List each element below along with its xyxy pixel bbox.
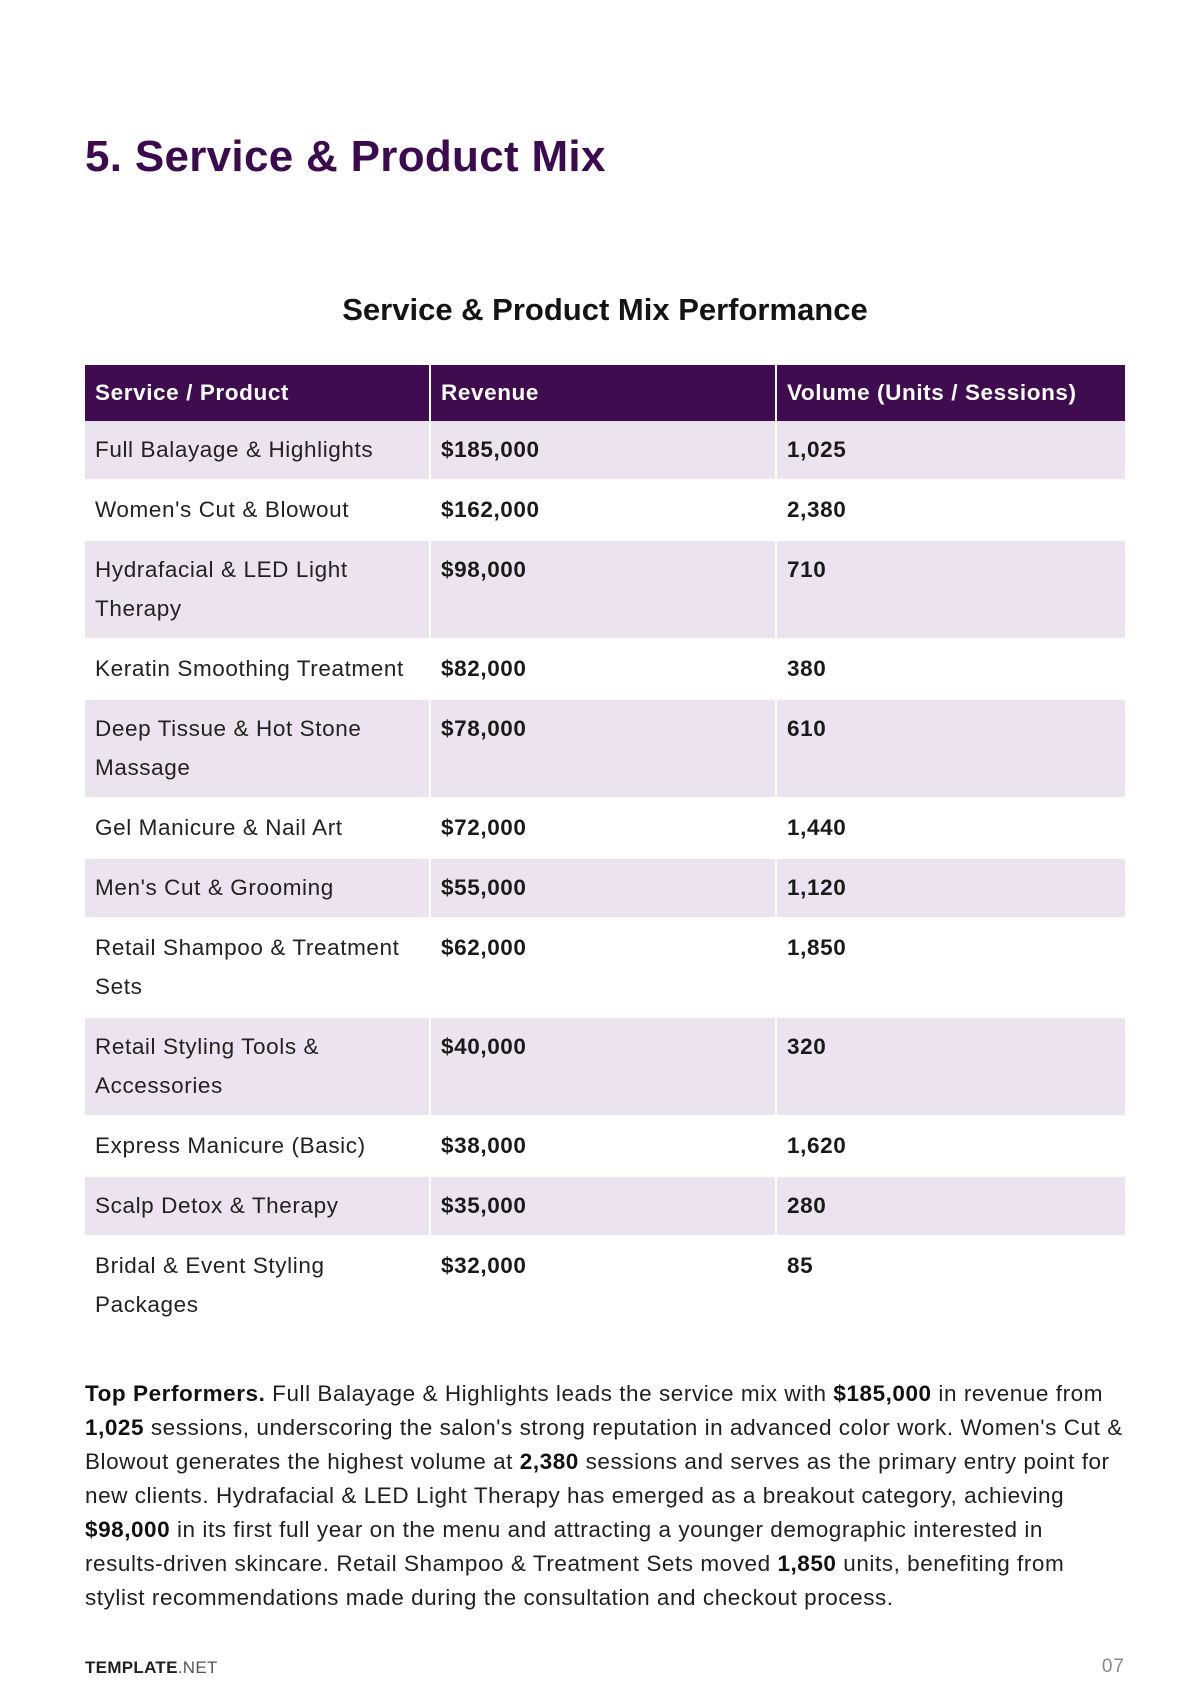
summary-highlight: 1,850 [777, 1551, 837, 1576]
table-row [85, 699, 1125, 798]
volume-cell: 1,440 [776, 798, 1125, 858]
summary-text: sessions and serves as the primary entry point for new clients. Hydrafacial & LED Light Therapy has emerged as a breakout category, achieving [85, 1449, 1110, 1508]
footer-brand-logo [85, 1658, 218, 1678]
revenue-cell: $162,000 [430, 480, 776, 540]
summary-text: Full Balayage & Highlights leads the service mix with [265, 1381, 834, 1406]
summary-lead: Top Performers. [85, 1381, 266, 1406]
table-row [85, 421, 1125, 480]
volume-cell: 710 [776, 540, 1125, 639]
brand-suffix: .NET [177, 1658, 218, 1677]
revenue-cell: $40,000 [430, 1017, 776, 1116]
volume-cell: 85 [787, 1253, 814, 1278]
table-row [85, 1116, 1125, 1176]
summary-text: in revenue from [931, 1381, 1104, 1406]
table-row [85, 1176, 1125, 1236]
service-name-cell: Bridal & Event Styling Packages [85, 1236, 430, 1334]
volume-cell: 1,850 [776, 918, 1125, 1017]
revenue-cell: $185,000 [430, 421, 776, 480]
revenue-cell: $72,000 [430, 798, 776, 858]
revenue-cell: $62,000 [430, 918, 776, 1017]
brand-name: TEMPLATE [85, 1658, 178, 1677]
service-name-cell: Men's Cut & Grooming [85, 858, 430, 918]
header-revenue: Revenue [430, 365, 776, 421]
service-name-cell: Deep Tissue & Hot Stone Massage [85, 699, 430, 798]
volume-cell: 610 [776, 699, 1125, 798]
summary-highlight: 1,025 [85, 1415, 145, 1440]
service-name-cell: Scalp Detox & Therapy [85, 1176, 430, 1236]
table-row [85, 480, 1125, 540]
table-row [85, 1017, 1125, 1116]
summary-paragraph [85, 1377, 1125, 1615]
revenue-cell: $82,000 [430, 639, 776, 699]
volume-cell: 1,120 [776, 858, 1125, 918]
summary-highlight: $185,000 [833, 1381, 932, 1406]
service-name-cell: Express Manicure (Basic) [85, 1116, 430, 1176]
page-number: 07 [1101, 1656, 1125, 1677]
summary-highlight: 2,380 [519, 1449, 579, 1474]
summary-text: in its first full year on the menu and attracting a younger demographic interested in results-driven skincare. Retail Shampoo & Treatment Sets moved [85, 1517, 1043, 1576]
table-row [85, 540, 1125, 639]
service-name-cell: Hydrafacial & LED Light Therapy [85, 540, 430, 639]
revenue-cell: $32,000 [430, 1236, 776, 1334]
revenue-cell: $98,000 [430, 540, 776, 639]
volume-cell: 2,380 [776, 480, 1125, 540]
table-row [85, 798, 1125, 858]
revenue-cell: $78,000 [430, 699, 776, 798]
service-name-cell: Retail Styling Tools & Accessories [85, 1017, 430, 1116]
section-title: 5. Service & Product Mix [85, 132, 606, 181]
volume-cell: 280 [776, 1176, 1125, 1236]
summary-text: sessions, underscoring the salon's strong reputation in advanced color work. Women's Cut & Blowout generates the highest volume at [85, 1415, 1123, 1474]
table-title: Service & Product Mix Performance [342, 292, 868, 327]
table-row [85, 1236, 1125, 1334]
volume-cell: 1,025 [776, 421, 1125, 480]
revenue-cell: $38,000 [430, 1116, 776, 1176]
volume-cell: 380 [776, 639, 1125, 699]
table-row [85, 858, 1125, 918]
service-mix-table [85, 365, 1125, 1334]
header-service-product: Service / Product [85, 365, 430, 421]
table-row [85, 639, 1125, 699]
service-name-cell: Keratin Smoothing Treatment [85, 639, 430, 699]
revenue-cell: $35,000 [430, 1176, 776, 1236]
summary-text: units, benefiting from stylist recommendations made during the consultation and checkout process. [85, 1551, 1065, 1610]
service-name-cell: Full Balayage & Highlights [85, 421, 430, 480]
volume-cell: 1,620 [776, 1116, 1125, 1176]
service-name-cell: Retail Shampoo & Treatment Sets [85, 918, 430, 1017]
summary-highlight: $98,000 [85, 1517, 171, 1542]
header-volume: Volume (Units / Sessions) [776, 365, 1125, 421]
revenue-cell: $55,000 [430, 858, 776, 918]
volume-cell: 320 [776, 1017, 1125, 1116]
service-name-cell: Women's Cut & Blowout [85, 480, 430, 540]
table-row [85, 918, 1125, 1017]
service-name-cell: Gel Manicure & Nail Art [85, 798, 430, 858]
table-header-row [85, 365, 1125, 421]
